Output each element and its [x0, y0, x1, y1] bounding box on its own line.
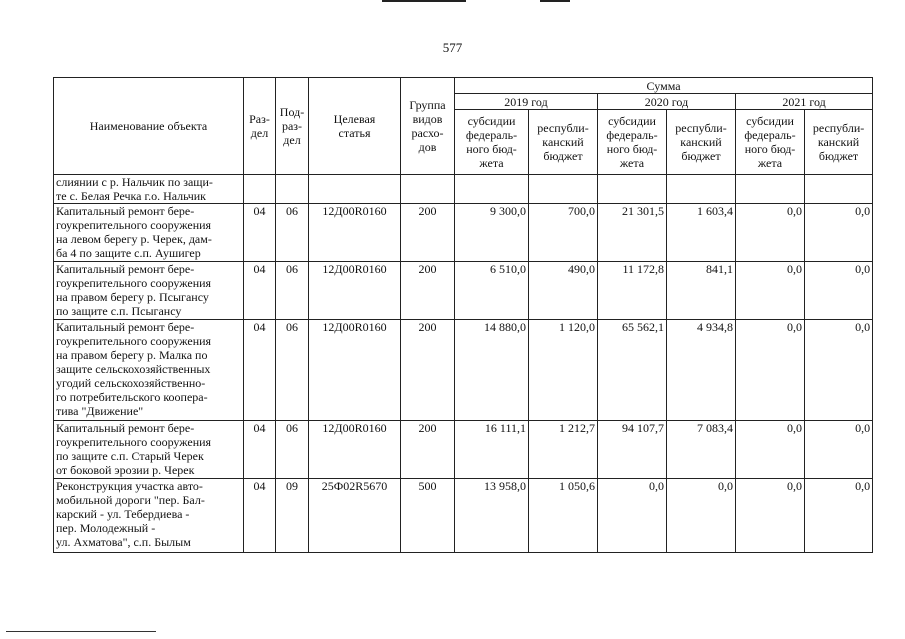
value-2020-republic: 4 934,8	[667, 320, 736, 421]
article-cell	[309, 175, 401, 204]
object-name: Капитальный ремонт бере- гоукрепительного сооружения по защите с.п. Старый Черек от боковой эрозии р. Черек	[54, 421, 244, 479]
table-row	[54, 479, 873, 553]
value-2020-federal: 65 562,1	[598, 320, 667, 421]
razdel-cell: 04	[244, 320, 276, 421]
header-group: Группа видов расхо- дов	[401, 78, 455, 175]
value-2020-federal	[598, 175, 667, 204]
podrazdel-cell: 06	[276, 204, 309, 262]
value-2020-republic	[667, 175, 736, 204]
razdel-cell: 04	[244, 262, 276, 320]
header-republic-budget: республи- канский бюджет	[667, 110, 736, 175]
group-cell: 200	[401, 262, 455, 320]
value-2021-republic: 0,0	[805, 204, 873, 262]
value-2019-republic: 1 212,7	[529, 421, 598, 479]
page-number: 577	[442, 40, 463, 55]
top-edge-line	[540, 0, 570, 2]
value-2019-federal: 6 510,0	[455, 262, 529, 320]
value-2020-federal: 94 107,7	[598, 421, 667, 479]
value-2020-federal: 21 301,5	[598, 204, 667, 262]
header-sum: Сумма	[455, 78, 873, 94]
object-name: Капитальный ремонт бере- гоукрепительного сооружения на правом берегу р. Малка по защите сельскохозяйственных угодий сельскохозяйственно- го потребительского коопера- тива "Движение"	[54, 320, 244, 421]
header-year-2021: 2021 год	[736, 94, 873, 110]
group-cell: 200	[401, 421, 455, 479]
group-cell: 200	[401, 204, 455, 262]
article-cell: 25Ф02R5670	[309, 479, 401, 553]
table-row	[54, 421, 873, 479]
table-row	[54, 204, 873, 262]
value-2019-republic: 1 050,6	[529, 479, 598, 553]
value-2020-republic: 0,0	[667, 479, 736, 553]
object-name: слиянии с р. Нальчик по защи- те с. Белая Речка г.о. Нальчик	[54, 175, 244, 204]
object-name: Капитальный ремонт бере- гоукрепительного сооружения на правом берегу р. Псыгансу по защите с.п. Псыгансу	[54, 262, 244, 320]
value-2021-republic: 0,0	[805, 320, 873, 421]
header-name: Наименование объекта	[54, 78, 244, 175]
header-year-2019: 2019 год	[455, 94, 598, 110]
value-2019-federal: 13 958,0	[455, 479, 529, 553]
value-2021-federal: 0,0	[736, 320, 805, 421]
table-row	[54, 262, 873, 320]
group-cell: 200	[401, 320, 455, 421]
value-2021-republic: 0,0	[805, 262, 873, 320]
value-2021-republic: 0,0	[805, 479, 873, 553]
podrazdel-cell	[276, 175, 309, 204]
value-2021-republic	[805, 175, 873, 204]
value-2020-federal: 0,0	[598, 479, 667, 553]
value-2021-federal	[736, 175, 805, 204]
header-subsidy-federal: субсидии федераль- ного бюд- жета	[598, 110, 667, 175]
header-subsidy-federal: субсидии федераль- ного бюд- жета	[736, 110, 805, 175]
top-edge-line	[382, 0, 466, 2]
article-cell: 12Д00R0160	[309, 204, 401, 262]
value-2019-federal: 16 111,1	[455, 421, 529, 479]
value-2019-federal: 14 880,0	[455, 320, 529, 421]
budget-table	[53, 77, 873, 553]
group-cell	[401, 175, 455, 204]
podrazdel-cell: 06	[276, 320, 309, 421]
table-row	[54, 175, 873, 204]
object-name: Реконструкция участка авто- мобильной дороги "пер. Бал- карский - ул. Тебердиева - пер. Молодежный - ул. Ахматова", с.п. Былым	[54, 479, 244, 553]
value-2020-republic: 1 603,4	[667, 204, 736, 262]
razdel-cell	[244, 175, 276, 204]
value-2021-republic: 0,0	[805, 421, 873, 479]
header-article: Целевая статья	[309, 78, 401, 175]
object-name: Капитальный ремонт бере- гоукрепительного сооружения на левом берегу р. Черек, дам- ба 4 по защите с.п. Аушигер	[54, 204, 244, 262]
header-podrazdel: Под- раз- дел	[276, 78, 309, 175]
value-2021-federal: 0,0	[736, 479, 805, 553]
razdel-cell: 04	[244, 204, 276, 262]
razdel-cell: 04	[244, 421, 276, 479]
article-cell: 12Д00R0160	[309, 421, 401, 479]
group-cell: 500	[401, 479, 455, 553]
header-republic-budget: республи- канский бюджет	[529, 110, 598, 175]
header-year-2020: 2020 год	[598, 94, 736, 110]
podrazdel-cell: 06	[276, 262, 309, 320]
value-2019-republic: 1 120,0	[529, 320, 598, 421]
value-2020-republic: 841,1	[667, 262, 736, 320]
value-2019-federal	[455, 175, 529, 204]
article-cell: 12Д00R0160	[309, 320, 401, 421]
value-2019-republic	[529, 175, 598, 204]
value-2021-federal: 0,0	[736, 262, 805, 320]
value-2020-republic: 7 083,4	[667, 421, 736, 479]
article-cell: 12Д00R0160	[309, 262, 401, 320]
value-2019-republic: 700,0	[529, 204, 598, 262]
header-subsidy-federal: субсидии федераль- ного бюд- жета	[455, 110, 529, 175]
razdel-cell: 04	[244, 479, 276, 553]
header-republic-budget: республи- канский бюджет	[805, 110, 873, 175]
value-2021-federal: 0,0	[736, 204, 805, 262]
value-2020-federal: 11 172,8	[598, 262, 667, 320]
podrazdel-cell: 06	[276, 421, 309, 479]
table-row	[54, 320, 873, 421]
header-razdel: Раз- дел	[244, 78, 276, 175]
podrazdel-cell: 09	[276, 479, 309, 553]
value-2021-federal: 0,0	[736, 421, 805, 479]
value-2019-federal: 9 300,0	[455, 204, 529, 262]
footnote-divider	[6, 631, 156, 632]
value-2019-republic: 490,0	[529, 262, 598, 320]
